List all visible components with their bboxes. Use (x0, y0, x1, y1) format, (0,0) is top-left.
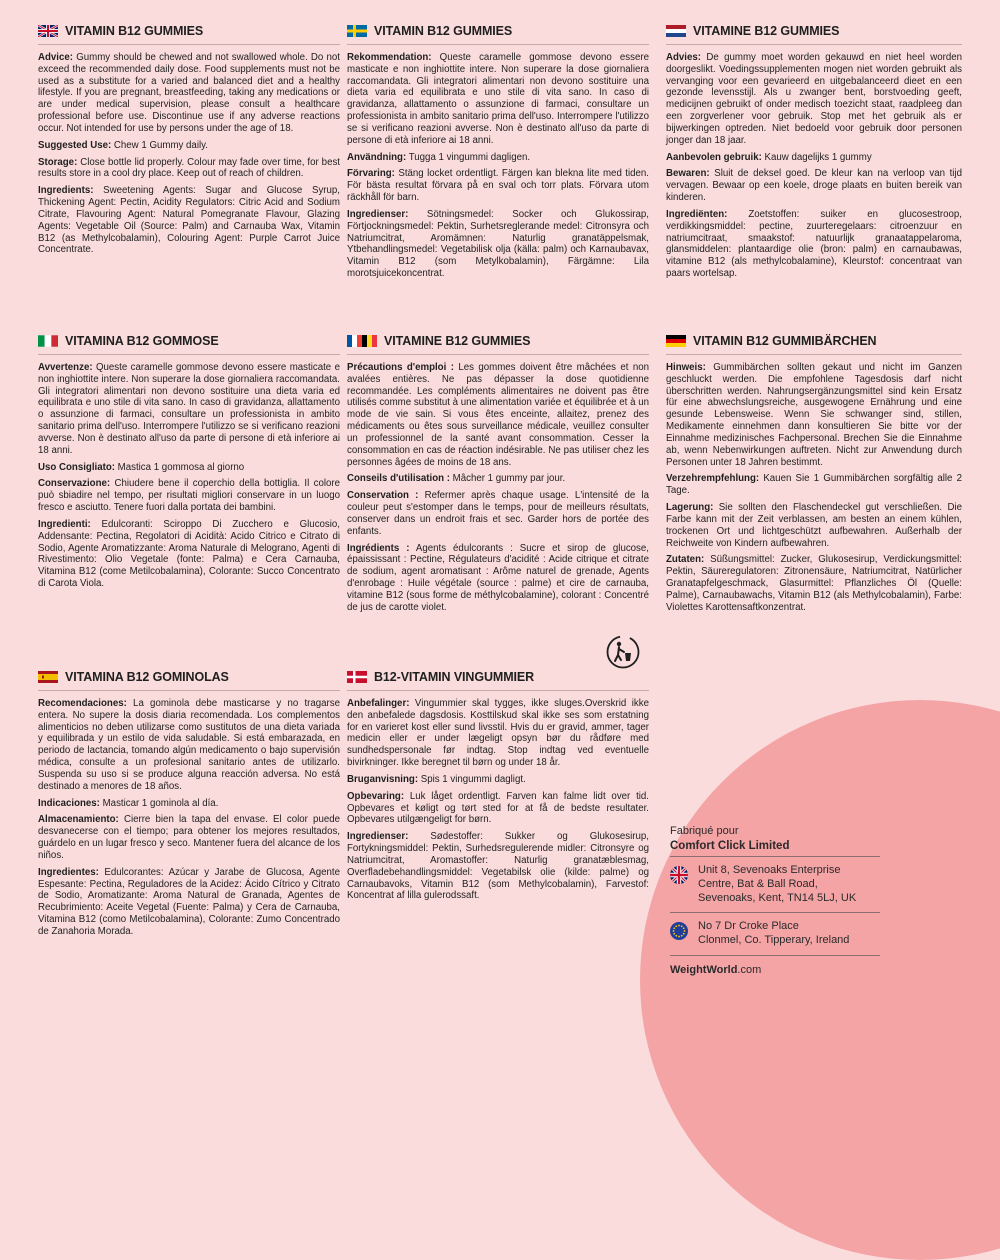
paragraph-label: Indicaciones: (38, 797, 100, 809)
section-title-text: VITAMIN B12 GUMMIES (374, 24, 513, 38)
section-paragraph (38, 362, 340, 457)
paragraph-text: Spis 1 vingummi dagligt. (418, 773, 526, 785)
decorative-circle (640, 700, 1000, 1260)
section-fr (347, 334, 649, 619)
paragraph-label: Advies: (666, 52, 701, 63)
paragraph-text: Refermer après chaque usage. L'intensité de la couleur peut s'estomper dans le temps, pour de meilleurs résultats, conserver dans un endroit frais et sec. Garder hors de portée des enfants. (347, 490, 650, 537)
paragraph-label: Förvaring: (347, 168, 395, 180)
paragraph-text: Vingummier skal tygges, ikke sluges.Overskrid ikke den anbefalede dagsdosis. Kosttilskud skal ikke ses som erstatning for en varieret kost eller sund livsstil. Hvis du er gravid, ammer, tager medicin eller er under lægeligt opsyn bør du rådføre med sundhedspersonale før indtag. Stop indtag ved eventuelle bivirkninger. Ikke beregnet til børn og under 18 år. (347, 698, 649, 769)
section-paragraph (666, 168, 962, 203)
paragraph-text: Gummibärchen sollten gekaut und nicht im Ganzen geschluckt werden. Die empfohlene Tagesdosis darf nicht überschritten werden. Nahrungsergänzungsmittel sind kein Ersatz für eine abwechslungsreiche, ausgewogene Ernährung und eine gesunde Lebensweise. Wenn Sie schwanger sind, stillen, Medikamente einnehmen dann konsultieren Sie bitte vor der Einnahme medizinisches Fachpersonal. Brechen Sie die Einnahme ab, wenn Nebenwirkungen auftreten. Nicht zur Anwendung durch Personen unter 18 Jahren bestimmt. (666, 362, 962, 468)
paragraph-label: Bewaren: (666, 168, 710, 180)
paragraph-label: Almacenamiento: (38, 814, 119, 826)
section-paragraph (38, 52, 340, 135)
paragraph-text: Close bottle lid properly. Colour may fade over time, for best results store in a cool dry place. Keep out of reach of children. (38, 156, 340, 180)
section-paragraph (666, 209, 962, 280)
section-paragraph (347, 152, 649, 164)
paragraph-text: Stäng locket ordentligt. Färgen kan blekna lite med tiden. För bästa resultat förvara på en sval och torr plats. Förvara utom räckhåll för barn. (347, 168, 649, 204)
paragraph-label: Ingrédients : (347, 542, 410, 554)
address-line: Sevenoaks, Kent, TN14 5LJ, UK (698, 891, 857, 904)
paragraph-label: Ingredientes: (38, 866, 99, 878)
section-paragraph (666, 554, 962, 613)
section-paragraph (38, 867, 340, 938)
eu-flag-icon (670, 922, 688, 945)
italy-flag-icon (38, 335, 58, 347)
section-paragraph (347, 362, 649, 468)
section-da (347, 670, 649, 907)
section-title (347, 334, 649, 355)
section-paragraph (347, 490, 649, 537)
address-block (670, 857, 880, 913)
section-paragraph (347, 791, 649, 826)
section-paragraph (38, 185, 340, 256)
section-sv (347, 24, 649, 285)
paragraph-text: Agents édulcorants : Sucre et sirop de glucose, épaississant : Pectine, Régulateurs d'acidité : Acide citrique et citrate de sodium, agent aromatisant : Arôme naturel de grenade, Agents d'enrobage : Huile végétale (source : palme) et cire de carnauba, vitamine B12 (sous forme de méthylcobalamine), colorant : Concentré de jus de carotte violet. (347, 542, 649, 613)
paragraph-label: Opbevaring: (347, 790, 405, 802)
denmark-flag-icon (347, 671, 367, 683)
section-paragraph (38, 698, 340, 793)
paragraph-label: Recomendaciones: (38, 698, 127, 709)
section-title-text: VITAMINE B12 GUMMIES (693, 24, 840, 38)
france-belgium-flag-icon (347, 335, 377, 347)
paragraph-label: Verzehrempfehlung: (666, 473, 760, 485)
section-paragraph (38, 157, 340, 181)
section-title-text: VITAMINE B12 GUMMIES (384, 334, 531, 348)
section-title (347, 24, 649, 45)
germany-flag-icon (666, 335, 686, 347)
paragraph-label: Ingredients: (38, 185, 94, 197)
section-paragraph (347, 774, 649, 786)
section-title-text: VITAMIN B12 GUMMIES (65, 24, 204, 38)
paragraph-label: Storage: (38, 156, 78, 168)
paragraph-text: Queste caramelle gommose devono essere masticate e non inghiottite intere. Non superare la dose giornaliera raccomandata. Gli integratori alimentari non devono sostituire una dieta varia ed equilibrata e uno stile di vita sano. In caso di gravidanza, allattamento o assunzione di farmaci, consultare un professionista in ambito sanitario prima dell'uso. Interrompere l'utilizzo se si verificano reazioni avverse. Non è destinato all'uso da parte di persone di età inferiore ai 18 anni. (38, 362, 340, 456)
paragraph-text: Sweetening Agents: Sugar and Glucose Syrup, Thickening Agent: Pectin, Acidity Regulators: Citric Acid and Sodium Citrate, Flavouring Agent: Natural Pomegranate Flavour, Glazing Agents: Vegetable Oil (Source: Palm) and Carnauba Wax, Vitamin B12 (as Methylcobalamin), Colouring Agent: Purple Carrot Juice Concentrate. (38, 185, 340, 256)
section-title (347, 670, 649, 691)
website-link[interactable]: WeightWorld.com (670, 963, 762, 976)
paragraph-label: Conseils d'utilisation : (347, 473, 450, 485)
address-text (698, 864, 856, 905)
section-paragraph (666, 502, 962, 549)
address-line: Clonmel, Co. Tipperary, Ireland (698, 934, 850, 947)
paragraph-text: Chew 1 Gummy daily. (111, 139, 208, 151)
paragraph-text: Sötningsmedel: Socker och Glukossirap, Förtjockningsmedel: Pektin, Surhetsreglerande medel: Citronsyra och Natriumcitrat, Aromämnen: Naturlig granatäppelsmak, Ytbehandlingsmedel: Vegetabilisk olja (källa: palm) och Karnaubavax, Vitamin B12 (som Metylkobalamin), Färgämne: Lila morotsjuicekoncentrat. (347, 208, 649, 280)
address-line: Centre, Bat & Ball Road, (698, 877, 818, 890)
company-name: Comfort Click Limited (670, 840, 880, 857)
paragraph-label: Conservazione: (38, 478, 111, 490)
paragraph-label: Ingrediënten: (666, 208, 728, 220)
paragraph-label: Ingredienser: (347, 208, 409, 220)
address-block (670, 913, 880, 956)
made-for-label: Fabriqué pour (670, 825, 739, 837)
section-title-text: B12-VITAMIN VINGUMMIER (374, 670, 535, 684)
section-title-text: VITAMINA B12 GOMINOLAS (65, 670, 229, 684)
paragraph-label: Suggested Use: (38, 139, 112, 151)
section-paragraph (666, 152, 962, 164)
paragraph-text: Süßungsmittel: Zucker, Glukosesirup, Verdickungsmittel: Pektin, Säureregulatoren: Zitronensäure, Natriumcitrat, Natürlicher Granatapfelgeschmack, Glasurmittel: Pflanzliches Öl (Quelle: Palme), Carnaubawachs, Vitamin B12 (als Methylcobalamin), Farbe: Violettes Karottensaftkonzentrat. (666, 554, 962, 613)
paragraph-text: Sluit de deksel goed. De kleur kan na verloop van tijd vervagen. Bewaar op een koele, droge plaats en buiten bereik van kinderen. (666, 168, 962, 204)
paragraph-label: Ingredienser: (347, 831, 409, 843)
section-paragraph (38, 519, 340, 590)
paragraph-label: Användning: (347, 151, 407, 163)
paragraph-label: Bruganvisning: (347, 773, 419, 785)
paragraph-text: Gummy should be chewed and not swallowed whole. Do not exceed the recommended daily dose. Food supplements must not be used as a substitute for a varied and balanced diet and a healthy lifestyle. If you are pregnant, breastfeeding, taking any medications or are under medical supervision, please consult a healthcare professional before use. Discontinue use if any adverse reactions occur. Not intended for use by persons under the age of 18. (38, 52, 340, 134)
paragraph-label: Lagerung: (666, 502, 714, 514)
manufacturer-info (670, 825, 880, 976)
paragraph-text: Luk låget ordentligt. Farven kan falme lidt over tid. Opbevares et køligt og tørt sted for at få de bedste resultater. Opbevares utilgængeligt for børn. (347, 790, 649, 826)
section-paragraph (38, 462, 340, 474)
section-es (38, 670, 340, 943)
section-title (38, 670, 340, 691)
paragraph-text: Zoetstoffen: suiker en glucosestroop, verdikkingsmiddel: pectine, zuurteregelaars: citroenzuur en natriumcitraat, smaakstof: natuurlijk granaatappelaroma, glansmiddelen: plantaardige olie (bron: palm) en carnaubawas, vitamine B12 (als methylcobalamine), Kleurstof: concentraat van paars wortelsap. (666, 208, 962, 280)
paragraph-label: Avvertenze: (38, 362, 93, 373)
paragraph-label: Uso Consigliato: (38, 461, 115, 473)
paragraph-label: Conservation : (347, 490, 419, 502)
section-title (38, 24, 340, 45)
section-en (38, 24, 340, 261)
section-paragraph (347, 543, 649, 614)
section-paragraph (666, 362, 962, 468)
section-title (666, 334, 962, 355)
paragraph-text: Masticar 1 gominola al día. (99, 797, 219, 809)
netherlands-flag-icon (666, 25, 686, 37)
section-paragraph (38, 140, 340, 152)
section-paragraph (347, 168, 649, 203)
sweden-flag-icon (347, 25, 367, 37)
address-text (698, 920, 849, 948)
paragraph-label: Ingredienti: (38, 518, 91, 530)
paragraph-label: Précautions d'emploi : (347, 362, 454, 373)
paragraph-label: Rekommendation: (347, 52, 432, 63)
paragraph-label: Zutaten: (666, 554, 705, 566)
section-nl (666, 24, 962, 285)
section-paragraph (666, 52, 962, 147)
section-paragraph (666, 473, 962, 497)
paragraph-text: Cierre bien la tapa del envase. El color puede desvanecerse con el tiempo; para obtener los mejores resultados, guárdelo en un lugar fresco y seco. Mantener fuera del alcance de los niños. (38, 814, 340, 861)
paragraph-text: Mastica 1 gommosa al giorno (114, 461, 245, 473)
paragraph-label: Advice: (38, 52, 73, 63)
section-title-text: VITAMINA B12 GOMMOSE (65, 334, 219, 348)
tidy-man-recycle-icon (606, 635, 640, 669)
paragraph-text: Queste caramelle gommose devono essere masticate e non inghiottite intere. Non superare la dose giornaliera raccomandata. Gli integratori alimentari non devono sostituire una dieta varia ed equilibrata e uno stile di vita sano. In caso di gravidanza, allattamento o assunzione di farmaci, consultare un professionista in ambito sanitario prima dell'uso. Interrompere l'utilizzo se si verificano reazioni avverse. Non è destinato all'uso da parte di persone di età inferiore ai 18 anni. (347, 52, 649, 146)
address-line: No 7 Dr Croke Place (698, 920, 799, 933)
section-paragraph (347, 52, 649, 147)
paragraph-text: Edulcorantes: Azúcar y Jarabe de Glucosa, Agente Espesante: Pectina, Reguladores de la Acidez: Ácido Cítrico y Citrato de Sodio, Aromatizante: Aroma Natural de Granada, Agentes de Recubrimiento: Aceite Vegetal (Fuente: Palma) y Cera de Carnauba, Vitamina B12 (como Metilcobalamina), Colorante: Zumo Concentrado de Zanahoria Morada. (38, 866, 340, 937)
section-de (666, 334, 962, 619)
section-paragraph (38, 814, 340, 861)
paragraph-text: Kauw dagelijks 1 gummy (761, 151, 872, 163)
paragraph-text: Les gommes doivent être mâchées et non avalées entières. Ne pas dépasser la dose quotidienne recommandée. Les compléments alimentaires ne doivent pas être utilisés comme substitut à une alimentation variée et équilibrée et à un mode de vie sain. Si vous êtes enceinte, allaitez, prenez des médicaments ou êtes sous surveillance médicale, veuillez consulter un professionnel de la santé avant consommation. Cesser la consommation en cas de réaction indésirable. Ne pas utiliser chez les personnes âgées de moins de 18 ans. (347, 362, 649, 468)
paragraph-text: Sødestoffer: Sukker og Glukosesirup, Fortykningsmiddel: Pektin, Surhedsregulerende midler: Citronsyre og Natriumcitrat, Aromastoffer: Naturlig granatæblesmag, Overfladebehandlingsmiddel: Vegetabilsk olie (kilde: palme) og Carnaubavoks, Vitamin B12 (som Methylcobalamin), Farvestof: Koncentrat af lilla gulerodssaft. (347, 831, 649, 902)
uk-flag-icon (38, 25, 58, 37)
section-paragraph (38, 798, 340, 810)
spain-flag-icon (38, 671, 58, 683)
paragraph-text: La gominola debe masticarse y no tragarse entera. No supere la dosis diaria recomendada. Los complementos alimenticios no deben utilizarse como sustitutos de una dieta variada y equilibrada y un estilo de vida saludable. Si está embarazada, en periodo de lactancia, tomando algún medicamento o bajo supervisión médica, consulte a un profesional sanitario antes de utilizarlo. Suspenda su uso si se produce alguna reacción adversa. No está destinado a menores de 18 años. (38, 698, 340, 792)
paragraph-text: Sie sollten den Flaschendeckel gut verschließen. Die Farbe kann mit der Zeit verblassen, am besten an einem kühlen, trockenen Ort und lichtgeschützt aufbewahren. Außerhalb der Reichweite von Kindern aufbewahren. (666, 502, 962, 549)
section-title-text: VITAMIN B12 GUMMIBÄRCHEN (693, 334, 877, 348)
section-title (666, 24, 962, 45)
section-paragraph (347, 209, 649, 280)
uk-flag-icon (670, 866, 688, 889)
section-paragraph (347, 698, 649, 769)
section-paragraph (347, 831, 649, 902)
paragraph-text: Chiudere bene il coperchio della bottiglia. Il colore può sbiadire nel tempo, per risultati migliori conservare in un luogo fresco e asciutto. Tenere fuori dalla portata dei bambini. (38, 478, 340, 514)
paragraph-label: Aanbevolen gebruik: (666, 151, 762, 163)
paragraph-text: Tugga 1 vingummi dagligen. (406, 151, 531, 163)
paragraph-text: De gummy moet worden gekauwd en niet heel worden doorgeslikt. Voedingssupplementen mogen niet worden gebruikt als vervanging voor een gevarieerd en uitgebalanceerd dieet en een gezonde levensstijl. Als u zwanger bent, borstvoeding geeft, medicijnen gebruikt of onder medisch toezicht staat, raadpleeg dan een zorgverlener voor gebruik. Stop met het gebruik als er bijwerkingen optreden. Niet bedoeld voor gebruik door personen jonger dan 18 jaar. (666, 52, 962, 146)
section-paragraph (38, 478, 340, 513)
address-line: Unit 8, Sevenoaks Enterprise (698, 864, 841, 877)
section-paragraph (347, 473, 649, 485)
paragraph-text: Edulcoranti: Sciroppo Di Zucchero e Glucosio, Addensante: Pectina, Regolatori di Acidità: Acido Citrico e Citrato di Sodio, Agente Aromatizzante: Aroma Naturale di Melograno, Agenti di Rivestimento: Olio Vegetale (fonte: Palma) e Cera Carnauba, Vitamina B12 (come Metilcobalamina), Colorante: Succo Concentrato di Carota Viola. (38, 518, 340, 590)
paragraph-label: Hinweis: (666, 362, 706, 373)
paragraph-text: Mâcher 1 gummy par jour. (449, 473, 566, 485)
paragraph-text: Kauen Sie 1 Gummibärchen sorgfältig alle 2 Tage. (666, 473, 962, 497)
section-title (38, 334, 340, 355)
section-it (38, 334, 340, 595)
paragraph-label: Anbefalinger: (347, 698, 410, 709)
